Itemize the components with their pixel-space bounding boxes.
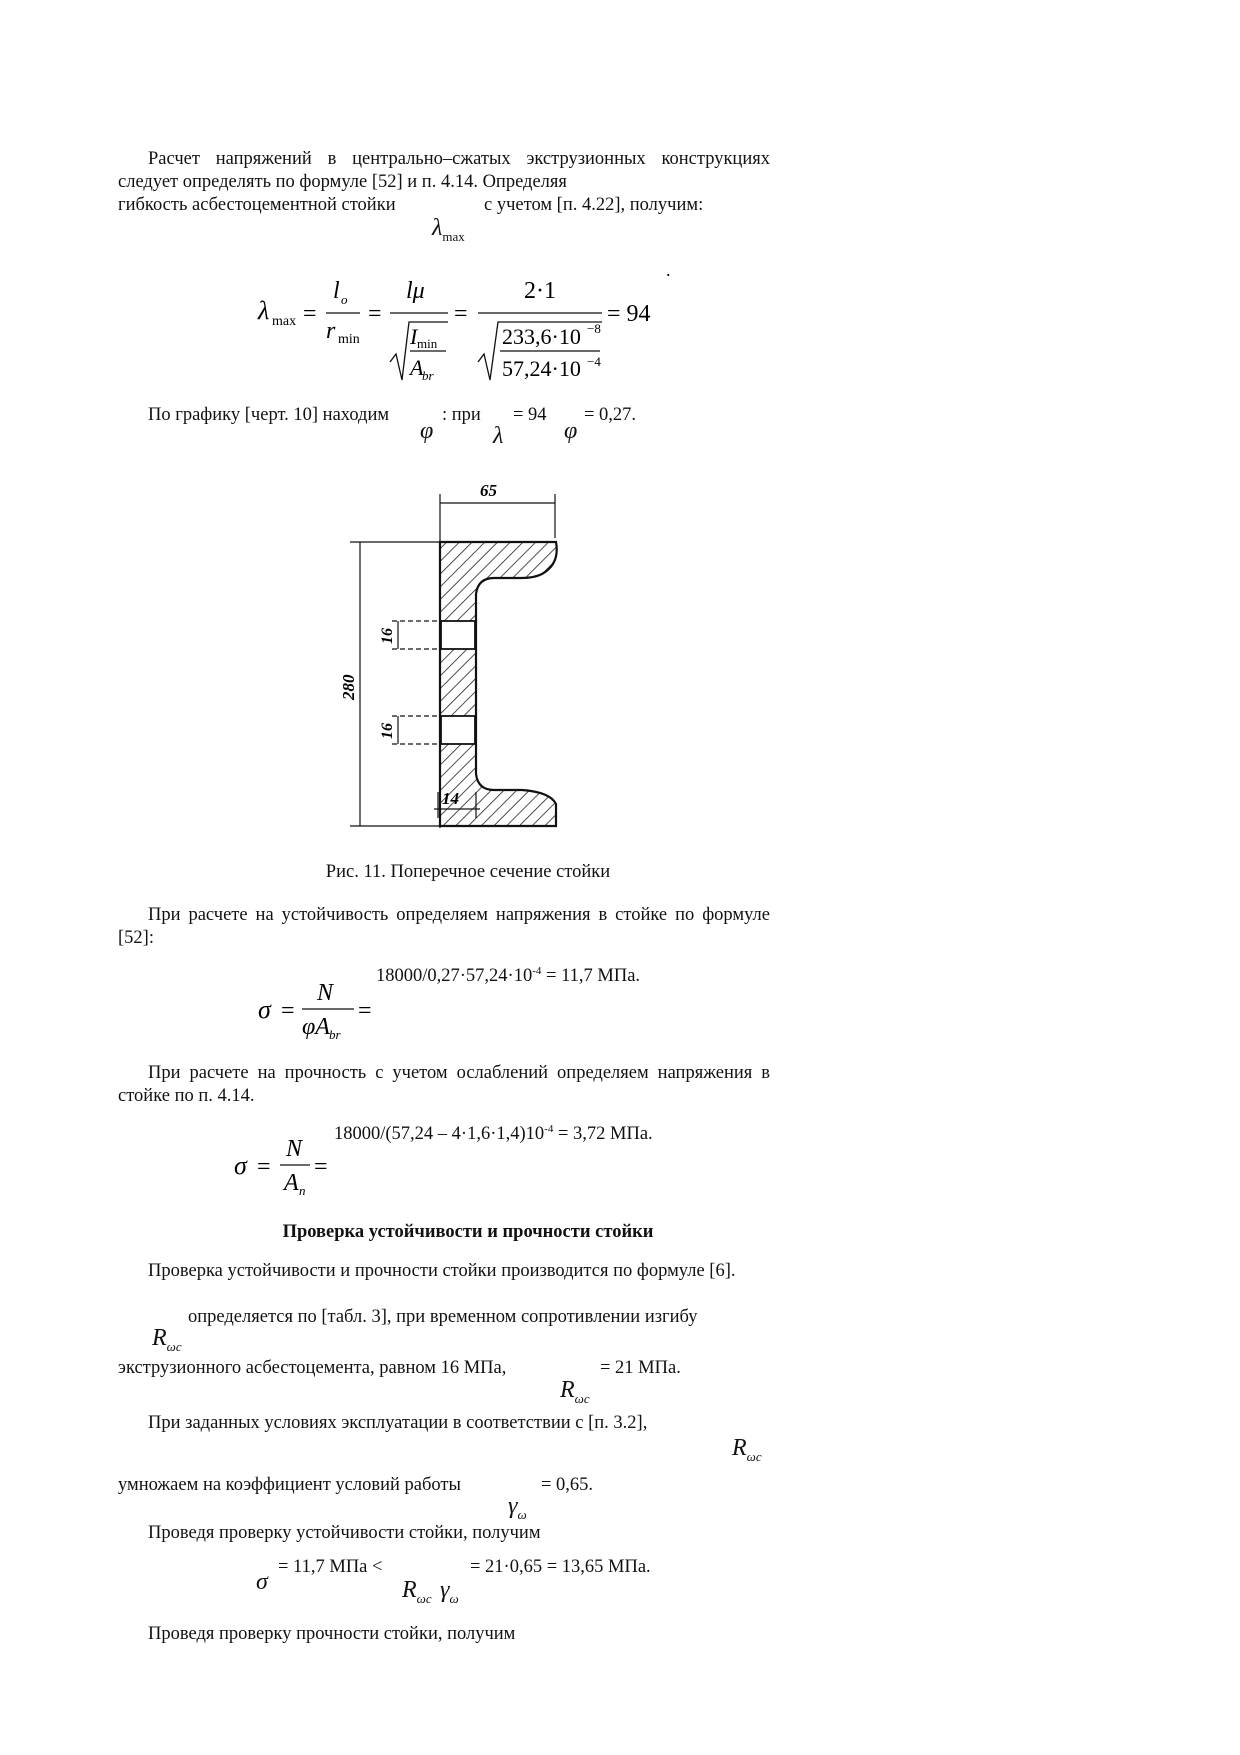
- formula-strength-value: [334, 1118, 653, 1146]
- f1-frac1-den: r: [326, 318, 336, 344]
- gamma-omega-symbol-2: [440, 1578, 459, 1611]
- figure-caption: Рис. 11. Поперечное сечение стойки: [325, 862, 611, 882]
- cross-section-figure: [330, 480, 570, 830]
- paragraph-graph-d: = 0,27.: [584, 405, 637, 425]
- sigma-symbol-4: σ: [256, 1569, 268, 1595]
- paragraph-rwc-c: = 21 МПа.: [600, 1358, 681, 1378]
- paragraph-stability-check: Проведя проверку устойчивости стойки, получим: [148, 1523, 541, 1543]
- r-glyph-2: R: [560, 1377, 575, 1403]
- formula-strength-exp: -4: [544, 1123, 554, 1135]
- lambda-sub: max: [442, 229, 465, 244]
- section-heading: Проверка устойчивости и прочности стойки: [282, 1222, 654, 1242]
- hole-upper: [441, 621, 475, 649]
- gamma-glyph-1: γ: [508, 1493, 518, 1519]
- f2-den: φA: [302, 1014, 330, 1040]
- formula-stability-tail: = 11,7 МПа.: [546, 966, 641, 987]
- f1-lambda-sub: max: [272, 314, 297, 329]
- paragraph-rwc-a: определяется по [табл. 3], при временном сопротивлении изгибу: [188, 1307, 698, 1327]
- f1-frac3-num: 2·1: [524, 278, 556, 304]
- r-glyph-1: R: [152, 1325, 167, 1351]
- f1-eq3: =: [454, 301, 468, 327]
- paragraph-conditions-c: = 0,65.: [541, 1475, 594, 1495]
- f1-eq1: =: [303, 301, 317, 327]
- f3-eq2: =: [314, 1154, 328, 1180]
- formula-stability-exp: -4: [532, 965, 542, 977]
- gamma-sub-1: ω: [517, 1507, 527, 1522]
- paragraph-strength: При расчете на прочность с учетом ослаблений определяем напряжения в стойке по п. 4.14.: [118, 1063, 770, 1106]
- f1-result: = 94: [607, 301, 651, 327]
- f1-frac2-num: lμ: [406, 278, 425, 304]
- formula4-text-b: = 21·0,65 = 13,65 МПа.: [470, 1557, 651, 1577]
- r-glyph-4: R: [402, 1577, 417, 1603]
- f1-lambda: λ: [258, 296, 270, 325]
- hole-lower: [441, 716, 475, 744]
- f2-num: N: [317, 980, 334, 1006]
- formula-stability-value: [376, 960, 640, 988]
- r-sub-1: ωc: [166, 1339, 182, 1354]
- paragraph-conditions-a: При заданных условиях эксплуатации в соответствии с [п. 3.2],: [148, 1413, 648, 1433]
- r-sub-4: ωc: [416, 1591, 432, 1606]
- gamma-glyph-2: γ: [440, 1577, 450, 1603]
- formula-strength-value-main: 18000/(57,24 – 4·1,6·1,4)10: [334, 1124, 545, 1145]
- f1-inner2-den-exp: −4: [587, 354, 601, 369]
- r-wc-symbol-3: [732, 1436, 762, 1469]
- f1-inner-den: A: [410, 355, 424, 380]
- dim-height-label: 280: [339, 674, 358, 700]
- paragraph-stability: При расчете на устойчивость определяем напряжения в стойке по формуле [52]:: [118, 905, 770, 948]
- paragraph-intro: [118, 148, 770, 194]
- f1-eq2: =: [368, 301, 382, 327]
- gamma-sub-2: ω: [449, 1591, 459, 1606]
- f1-inner2-num: 233,6·10: [502, 324, 581, 349]
- f1-frac1-den-sub: min: [338, 332, 360, 347]
- f3-sigma: σ: [234, 1151, 247, 1180]
- paragraph-check: Проверка устойчивости и прочности стойки производится по формуле [6].: [148, 1261, 736, 1281]
- r-wc-symbol-1: [152, 1326, 182, 1359]
- r-sub-2: ωc: [574, 1391, 590, 1406]
- formula-slenderness: [250, 262, 790, 392]
- f1-inner-num-sub: min: [417, 336, 438, 351]
- paragraph-intro-line2a: гибкость асбестоцементной стойки: [118, 195, 396, 215]
- f1-frac1-num-sub: o: [341, 292, 348, 307]
- f1-inner-num: I: [410, 324, 418, 349]
- formula-stability: [256, 976, 386, 1046]
- dim-width-label: 65: [480, 481, 497, 500]
- channel-section: [440, 542, 557, 826]
- formula-stability-value-main: 18000/0,27·57,24·10: [376, 966, 533, 987]
- lambda-symbol-2: λ: [493, 423, 504, 449]
- f3-den-sub: n: [299, 1183, 306, 1198]
- f3-den: A: [284, 1170, 299, 1196]
- r-wc-symbol-2: [560, 1378, 590, 1411]
- formula-strength: [232, 1132, 342, 1202]
- paragraph-conditions-b: умножаем на коэффициент условий работы: [118, 1475, 461, 1495]
- dim-hole1-label: 16: [379, 628, 396, 644]
- f1-inner2-num-exp: −8: [587, 321, 601, 336]
- phi-symbol-2: φ: [564, 418, 578, 444]
- r-glyph-3: R: [732, 1435, 747, 1461]
- paragraph-graph-c: = 94: [513, 405, 547, 425]
- paragraph-graph-a: По графику [черт. 10] находим: [148, 405, 390, 425]
- paragraph-graph-b: : при: [442, 405, 481, 425]
- f2-den-sub: br: [329, 1027, 341, 1042]
- lambda-max-symbol: [432, 216, 465, 249]
- paragraph-intro-line1: Расчет напряжений в центрально–сжатых экструзионных конструкциях следует определять по формуле [52] и п. 4.14. Определяя: [118, 149, 770, 192]
- r-sub-3: ωc: [746, 1449, 762, 1464]
- paragraph-rwc-b: экструзионного асбестоцемента, равном 16 МПа,: [118, 1358, 507, 1378]
- f1-inner2-den: 57,24·10: [502, 356, 581, 381]
- f1-dot: .: [666, 262, 671, 280]
- dim-hole2-label: 16: [379, 723, 396, 739]
- dim-thickness-label: 14: [442, 789, 459, 808]
- f3-eq1: =: [257, 1154, 271, 1180]
- formula-strength-tail: = 3,72 МПа.: [557, 1124, 653, 1145]
- lambda-glyph: λ: [432, 215, 443, 241]
- f3-num: N: [286, 1136, 303, 1162]
- paragraph-intro-line2b: с учетом [п. 4.22], получим:: [484, 195, 704, 215]
- f2-sigma: σ: [258, 995, 271, 1024]
- paragraph-strength-check: Проведя проверку прочности стойки, получим: [148, 1624, 516, 1644]
- r-wc-symbol-4: [402, 1578, 432, 1611]
- f1-inner-den-sub: br: [422, 368, 434, 383]
- phi-symbol-1: φ: [420, 418, 434, 444]
- formula4-text-a: = 11,7 МПа <: [278, 1557, 383, 1577]
- f2-eq2: =: [358, 998, 372, 1024]
- f2-eq1: =: [281, 998, 295, 1024]
- f1-frac1-num: l: [333, 278, 340, 304]
